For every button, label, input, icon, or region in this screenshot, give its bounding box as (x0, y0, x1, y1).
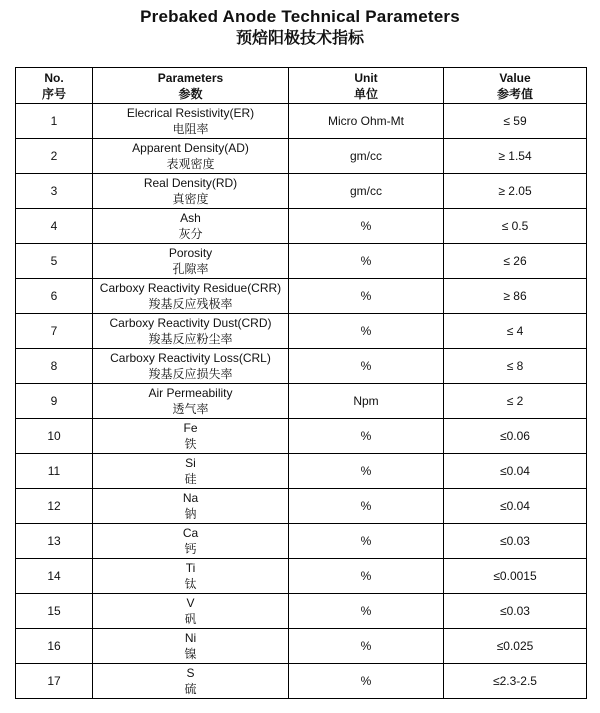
title-chinese: 预焙阳极技术指标 (235, 28, 364, 47)
row-number: 13 (16, 524, 93, 559)
row-parameter (93, 384, 289, 419)
table-row (16, 209, 587, 244)
row-number: 9 (16, 384, 93, 419)
row-unit: % (289, 419, 444, 454)
row-value: ≤ 4 (444, 314, 587, 349)
row-parameter (93, 489, 289, 524)
parameter-name-cn: 灰分 (178, 227, 203, 241)
header-no-cn: 序号 (41, 86, 66, 101)
table-row (16, 384, 587, 419)
table-row (16, 279, 587, 314)
table-row (16, 174, 587, 209)
row-value: ≤ 26 (444, 244, 587, 279)
parameter-name-cn: 表观密度 (166, 157, 215, 171)
row-parameter (93, 664, 289, 699)
row-number: 5 (16, 244, 93, 279)
row-value: ≤0.03 (444, 594, 587, 629)
parameter-name-en: Porosity (168, 246, 213, 260)
row-parameter (93, 559, 289, 594)
row-parameter (93, 454, 289, 489)
row-unit: % (289, 524, 444, 559)
parameter-name-cn: 镍 (184, 647, 197, 661)
header-no-en: No. (44, 70, 64, 85)
row-unit: % (289, 314, 444, 349)
row-number: 6 (16, 279, 93, 314)
row-parameter (93, 629, 289, 664)
row-value: ≤0.0015 (444, 559, 587, 594)
row-parameter (93, 174, 289, 209)
row-number: 3 (16, 174, 93, 209)
row-parameter (93, 419, 289, 454)
row-unit: Micro Ohm-Mt (289, 104, 444, 139)
header-unit-en: Unit (354, 70, 378, 85)
table-row (16, 524, 587, 559)
header-unit (289, 68, 444, 104)
parameter-name-cn: 透气率 (172, 402, 209, 416)
parameter-name-cn: 钠 (184, 507, 197, 521)
row-value: ≤ 0.5 (444, 209, 587, 244)
parameter-name-en: Carboxy Reactivity Dust(CRD) (109, 316, 272, 330)
row-unit: Npm (289, 384, 444, 419)
header-no (16, 68, 93, 104)
parameter-name-cn: 电阻率 (172, 122, 209, 136)
header-value-cn: 参考值 (496, 86, 533, 101)
parameter-name-cn: 硅 (184, 472, 197, 486)
row-unit: % (289, 209, 444, 244)
parameters-table (15, 67, 587, 699)
table-row (16, 629, 587, 664)
table-row (16, 314, 587, 349)
parameter-name-en: Si (185, 456, 196, 470)
table-row (16, 104, 587, 139)
table-row (16, 489, 587, 524)
row-number: 10 (16, 419, 93, 454)
row-unit: % (289, 489, 444, 524)
row-number: 7 (16, 314, 93, 349)
table-row (16, 454, 587, 489)
table-row (16, 594, 587, 629)
parameter-name-cn: 羧基反应粉尘率 (148, 332, 233, 346)
table-row (16, 559, 587, 594)
parameter-name-en: Air Permeability (148, 386, 233, 400)
row-parameter (93, 314, 289, 349)
parameter-name-cn: 钛 (184, 577, 197, 591)
row-unit: % (289, 629, 444, 664)
parameter-name-en: Ti (185, 561, 196, 575)
header-parameters-en: Parameters (157, 70, 224, 85)
parameter-name-cn: 真密度 (172, 192, 209, 206)
row-value: ≤ 59 (444, 104, 587, 139)
parameter-name-en: V (186, 596, 195, 610)
row-number: 11 (16, 454, 93, 489)
row-value: ≤0.03 (444, 524, 587, 559)
parameter-name-en: S (186, 666, 195, 680)
table-row (16, 664, 587, 699)
row-parameter (93, 279, 289, 314)
row-value: ≤ 8 (444, 349, 587, 384)
table-row (16, 139, 587, 174)
row-value: ≤0.04 (444, 489, 587, 524)
row-number: 4 (16, 209, 93, 244)
parameter-name-cn: 矾 (184, 612, 197, 626)
parameter-name-en: Real Density(RD) (143, 176, 238, 190)
document-title (0, 6, 600, 48)
row-unit: % (289, 454, 444, 489)
header-value-en: Value (499, 70, 531, 85)
row-number: 2 (16, 139, 93, 174)
row-value: ≤0.025 (444, 629, 587, 664)
parameter-name-en: Ca (182, 526, 199, 540)
parameter-name-en: Apparent Density(AD) (132, 141, 249, 155)
row-number: 1 (16, 104, 93, 139)
row-number: 16 (16, 629, 93, 664)
parameter-name-en: Elecrical Resistivity(ER) (126, 106, 255, 120)
row-unit: % (289, 559, 444, 594)
parameter-name-en: Carboxy Reactivity Residue(CRR) (99, 281, 282, 295)
parameter-name-cn: 羧基反应残极率 (148, 297, 233, 311)
row-value: ≤0.06 (444, 419, 587, 454)
parameter-name-cn: 钙 (184, 542, 197, 556)
row-parameter (93, 524, 289, 559)
row-number: 12 (16, 489, 93, 524)
row-number: 15 (16, 594, 93, 629)
row-unit: % (289, 279, 444, 314)
row-parameter (93, 104, 289, 139)
row-value: ≥ 86 (444, 279, 587, 314)
parameter-name-cn: 羧基反应损失率 (148, 367, 233, 381)
row-parameter (93, 594, 289, 629)
header-value (444, 68, 587, 104)
row-unit: % (289, 244, 444, 279)
parameter-name-en: Carboxy Reactivity Loss(CRL) (110, 351, 271, 365)
parameter-name-en: Na (182, 491, 199, 505)
header-parameters-cn: 参数 (178, 86, 203, 101)
row-unit: gm/cc (289, 139, 444, 174)
row-value: ≥ 2.05 (444, 174, 587, 209)
table-row (16, 244, 587, 279)
parameter-name-cn: 孔隙率 (172, 262, 209, 276)
row-value: ≤0.04 (444, 454, 587, 489)
row-unit: % (289, 664, 444, 699)
row-unit: % (289, 594, 444, 629)
row-value: ≥ 1.54 (444, 139, 587, 174)
row-unit: % (289, 349, 444, 384)
title-english: Prebaked Anode Technical Parameters (140, 7, 460, 26)
parameter-name-en: Fe (183, 421, 198, 435)
header-parameters (93, 68, 289, 104)
table-row (16, 419, 587, 454)
table-header-row (16, 68, 587, 104)
parameter-name-cn: 硫 (184, 682, 197, 696)
row-number: 17 (16, 664, 93, 699)
row-value: ≤2.3-2.5 (444, 664, 587, 699)
header-unit-cn: 单位 (353, 86, 378, 101)
row-number: 14 (16, 559, 93, 594)
row-parameter (93, 244, 289, 279)
row-parameter (93, 209, 289, 244)
table-body (16, 104, 587, 699)
row-number: 8 (16, 349, 93, 384)
row-parameter (93, 349, 289, 384)
parameter-name-en: Ash (180, 211, 201, 225)
row-unit: gm/cc (289, 174, 444, 209)
row-parameter (93, 139, 289, 174)
parameter-name-cn: 铁 (184, 437, 197, 451)
parameter-name-en: Ni (184, 631, 197, 645)
row-value: ≤ 2 (444, 384, 587, 419)
table-row (16, 349, 587, 384)
